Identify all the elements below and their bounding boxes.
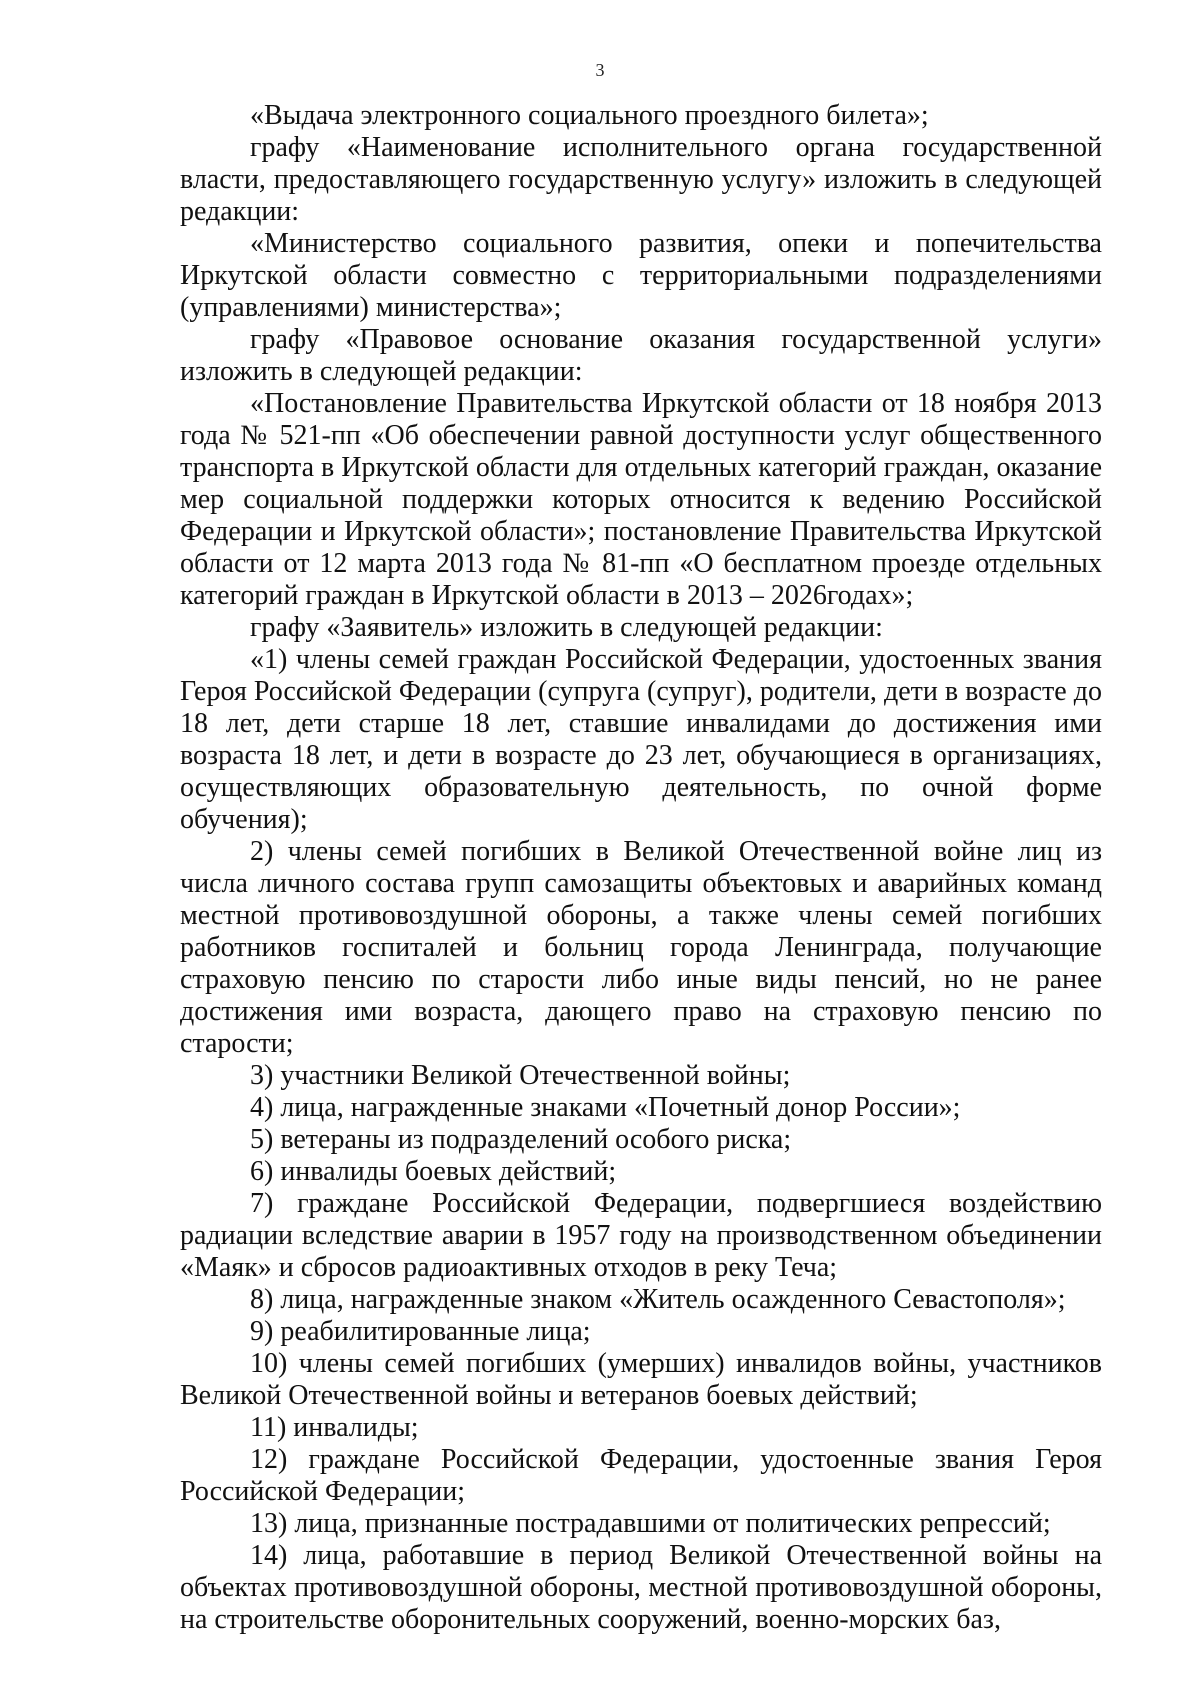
paragraph: 9) реабилитированные лица; — [250, 1316, 591, 1347]
paragraph: 5) ветераны из подразделений особого риска; — [250, 1124, 792, 1155]
paragraph: графу «Правовое основание оказания государственной услуги» изложить в следующей редакции: — [180, 324, 1102, 387]
paragraph: 14) лица, работавшие в период Великой Отечественной войны на объектах противовоздушной обороны, местной противовоздушной обороны, на строительстве оборонительных сооружений, военно-морских баз, — [180, 1540, 1102, 1635]
paragraph: 13) лица, признанные пострадавшими от политических репрессий; — [250, 1508, 1051, 1539]
paragraph: 2) члены семей погибших в Великой Отечественной войне лиц из числа личного состава групп самозащиты объектовых и аварийных команд местной противовоздушной обороны, а также члены семей погибших работников госпиталей и больниц города Ленинграда, получающие страховую пенсию по старости либо иные виды пенсий, но не ранее достижения ими возраста, дающего право на страховую пенсию по старости; — [180, 836, 1102, 1059]
paragraph: графу «Заявитель» изложить в следующей редакции: — [250, 612, 883, 643]
paragraph: графу «Наименование исполнительного органа государственной власти, предоставляющего государственную услугу» изложить в следующей редакции: — [180, 132, 1102, 227]
paragraph: «1) члены семей граждан Российской Федерации, удостоенных звания Героя Российской Федерации (супруга (супруг), родители, дети в возрасте до 18 лет, дети старше 18 лет, ставшие инвалидами до достижения ими возраста 18 лет, и дети в возрасте до 23 лет, обучающиеся в организациях, осуществляющих образовательную деятельность, по очной форме обучения); — [180, 644, 1102, 835]
paragraph: 6) инвалиды боевых действий; — [250, 1156, 617, 1187]
paragraph: «Постановление Правительства Иркутской области от 18 ноября 2013 года № 521-пп «Об обеспечении равной доступности услуг общественного транспорта в Иркутской области для отдельных категорий граждан, оказание мер социальной поддержки которых относится к ведению Российской Федерации и Иркутской области»; постановление Правительства Иркутской области от 12 марта 2013 года № 81-пп «О бесплатном проезде отдельных категорий граждан в Иркутской области в 2013 – 2026годах»; — [180, 388, 1102, 611]
paragraph: 11) инвалиды; — [250, 1412, 419, 1443]
document-body — [180, 100, 1102, 1636]
paragraph: 3) участники Великой Отечественной войны; — [250, 1060, 791, 1091]
paragraph: «Министерство социального развития, опеки и попечительства Иркутской области совместно с территориальными подразделениями (управлениями) министерства»; — [180, 228, 1102, 323]
page-number: 3 — [595, 60, 605, 80]
paragraph: 10) члены семей погибших (умерших) инвалидов войны, участников Великой Отечественной войны и ветеранов боевых действий; — [180, 1348, 1102, 1411]
paragraph: «Выдача электронного социального проездного билета»; — [250, 100, 929, 131]
paragraph: 8) лица, награжденные знаком «Житель осажденного Севастополя»; — [250, 1284, 1066, 1315]
paragraph: 7) граждане Российской Федерации, подвергшиеся воздействию радиации вследствие аварии в 1957 году на производственном объединении «Маяк» и сбросов радиоактивных отходов в реку Теча; — [180, 1188, 1102, 1283]
paragraph: 4) лица, награжденные знаками «Почетный донор России»; — [250, 1092, 961, 1123]
paragraph: 12) граждане Российской Федерации, удостоенные звания Героя Российской Федерации; — [180, 1444, 1102, 1507]
